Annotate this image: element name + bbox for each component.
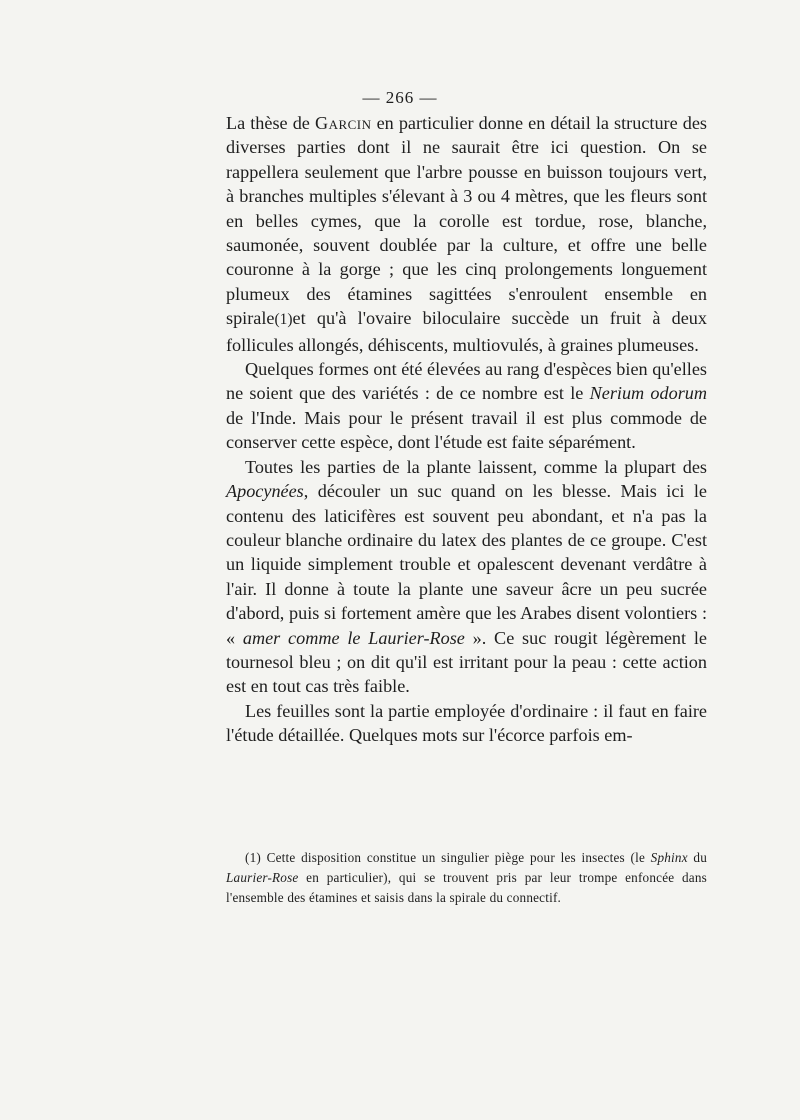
paragraph-1-text-b: en particulier donne en détail la structure des diverses parties dont il ne saurait être ici question. On se rappellera seulement que l'arbre pousse en buisson toujours vert, à branches multiples s'élevant à 3 ou 4 mètres, que les fleurs sont en belles cymes, que la corolle est tordue, rose, blanche, saumonée, souvent doublée par la culture, et offre une belle couronne à la gorge ; que les cinq prolongements longuement plumeux des étamines sagittées s'enroulent ensemble en spirale [226, 113, 707, 329]
paragraph-1-text-c: et qu'à l'ovaire biloculaire succède un fruit à deux follicules allongés, déhiscents, multiovulés, à graines plumeuses. [226, 308, 707, 355]
footnote-text-c: en particulier), qui se trouvent pris par leur trompe enfoncée dans l'ensemble des étamines et saisis dans la spirale du connectif. [226, 870, 707, 905]
paragraph-2-text-a: Quelques formes ont été élevées au rang d'espèces bien qu'elles ne soient que des variétés : de ce nombre est le [226, 359, 707, 404]
author-name: Garcin [314, 113, 372, 133]
footnote-text-a: (1) Cette disposition constitue un singulier piège pour les insectes (le [245, 850, 651, 865]
paragraph-2 [226, 357, 707, 455]
paragraph-1 [226, 111, 707, 357]
footnote-laurier-rose: Laurier-Rose [226, 870, 299, 885]
paragraph-3-text-a: Toutes les parties de la plante laissent, comme la plupart des [245, 456, 707, 477]
arab-saying: amer comme le Laurier-Rose [242, 627, 465, 648]
page-number: — 266 — [362, 88, 438, 107]
paragraph-1-text-a: La thèse de [226, 113, 315, 133]
footnote-1 [226, 848, 707, 908]
main-text [226, 111, 707, 748]
species-name: Nerium odorum [589, 383, 708, 404]
paragraph-3-text-c: ». Ce suc rougit légèrement le tournesol bleu ; on dit qu'il est irritant pour la peau : cette action est en tout cas très faible. [226, 627, 707, 697]
paragraph-4: Les feuilles sont la partie employée d'ordinaire : il faut en faire l'étude détaillée. Quelques mots sur l'écorce parfois em- [226, 700, 707, 746]
paragraph-2-text-b: de l'Inde. Mais pour le présent travail il est plus commode de conserver cette espèce, dont l'étude est faite séparément. [226, 407, 707, 453]
paragraph-3-text-b: , découler un suc quand on les blesse. Mais ici le contenu des laticifères est souvent peu abondant, et n'a pas la couleur blanche ordinaire du latex des plantes de ce groupe. C'est un liquide simplement trouble et opalescent devenant verdâtre à l'air. Il donne à toute la plante une saveur âcre un peu sucrée d'abord, puis si fortement amère que les Arabes disent volontiers : « [226, 481, 707, 648]
footnote [226, 848, 707, 908]
family-name: Apocynées [226, 481, 304, 502]
paragraph-3 [226, 455, 707, 699]
footnote-reference: (1) [274, 311, 293, 329]
footnote-sphinx: Sphinx [650, 850, 688, 865]
footnote-text-b: du [687, 850, 707, 865]
